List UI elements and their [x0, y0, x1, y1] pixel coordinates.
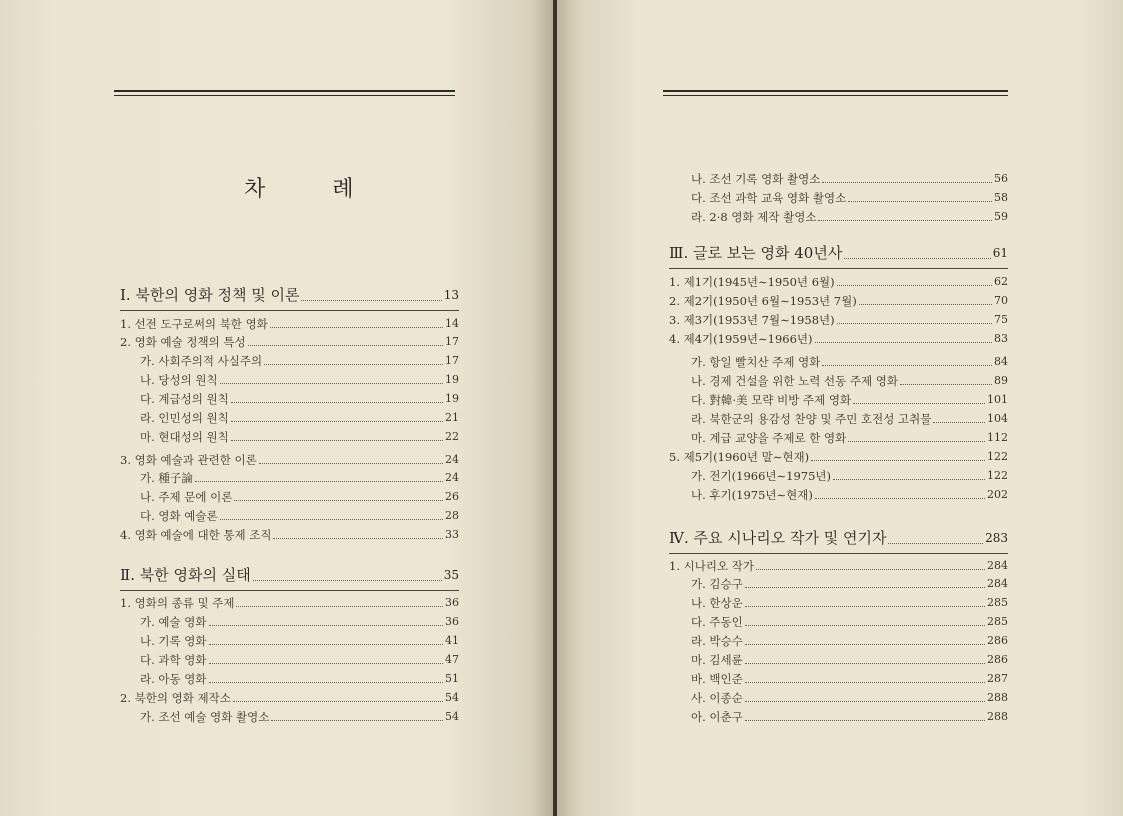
toc-entry: [691, 653, 1008, 667]
dot-leader: [815, 341, 992, 343]
toc-entry-label: 1. 선전 도구로써의 북한 영화: [120, 317, 268, 331]
toc-entry: [140, 430, 459, 444]
toc-entry-label: 다. 영화 예술론: [140, 509, 218, 523]
toc-entry: [140, 653, 459, 667]
toc-page-number: 75: [994, 313, 1008, 326]
toc-entry-label: 바. 백인준: [691, 672, 743, 686]
toc-page-number: 286: [987, 634, 1008, 647]
header-rule: [663, 90, 1008, 96]
toc-page-number: 285: [987, 596, 1008, 609]
toc-part-heading: [120, 566, 459, 584]
toc-entry-label: Ⅳ. 주요 시나리오 작가 및 연기자: [669, 529, 887, 547]
toc-entry: [691, 691, 1008, 705]
dot-leader: [233, 700, 443, 702]
toc-page-number: 35: [443, 568, 459, 582]
toc-entry-label: 마. 계급 교양을 주제로 한 영화: [691, 431, 847, 445]
toc-page-number: 59: [994, 210, 1008, 223]
toc-page-number: 202: [987, 488, 1008, 501]
header-rule: [114, 90, 455, 96]
toc-page-number: 19: [445, 392, 459, 405]
toc-entry-label: 나. 후기(1975년∼현재): [691, 488, 813, 502]
dot-leader: [209, 662, 443, 664]
toc-entry-label: 나. 기록 영화: [140, 634, 207, 648]
dot-leader: [900, 383, 992, 385]
toc-page-number: 19: [445, 373, 459, 386]
toc-entry-label: 다. 과학 영화: [140, 653, 207, 667]
toc-entry: [140, 411, 459, 425]
dot-leader: [756, 568, 985, 570]
toc-entry: [140, 490, 459, 504]
part-underline: [669, 553, 1008, 554]
toc-entry: [691, 393, 1008, 407]
dot-leader: [745, 624, 985, 626]
toc-entry-label: 다. 對韓·美 모략 비방 주제 영화: [691, 393, 852, 407]
dot-leader: [273, 537, 443, 539]
toc-page-number: 122: [987, 450, 1008, 463]
toc-entry: [691, 488, 1008, 502]
dot-leader: [259, 462, 443, 464]
dot-leader: [231, 439, 443, 441]
toc-part-heading: [669, 244, 1008, 262]
dot-leader: [837, 284, 992, 286]
dot-leader: [815, 497, 985, 499]
toc-entry: [691, 672, 1008, 686]
toc-page-number: 47: [445, 653, 459, 666]
toc-entry-label: 2. 북한의 영화 제작소: [120, 691, 231, 705]
toc-entry-label: Ⅲ. 글로 보는 영화 40년사: [669, 244, 843, 262]
toc-page-number: 112: [987, 431, 1008, 444]
toc-entry: [691, 615, 1008, 629]
dot-leader: [853, 402, 985, 404]
toc-entry: [669, 332, 1008, 346]
toc-page-number: 287: [987, 672, 1008, 685]
toc-entry: [669, 294, 1008, 308]
toc-entry-label: 1. 영화의 종류 및 주제: [120, 596, 235, 610]
toc-entry-label: 아. 이춘구: [691, 710, 743, 724]
dot-leader: [745, 700, 985, 702]
dot-leader: [236, 605, 443, 607]
toc-entry-label: 가. 種子論: [140, 471, 193, 485]
dot-leader: [271, 719, 443, 721]
toc-page-number: 51: [445, 672, 459, 685]
toc-entry-label: 나. 조선 기록 영화 촬영소: [691, 172, 821, 186]
toc-entry: [691, 412, 1008, 426]
toc-page-number: 122: [987, 469, 1008, 482]
toc-entry-label: 2. 영화 예술 정책의 특성: [120, 335, 246, 349]
toc-page-number: 101: [987, 393, 1008, 406]
toc-entry-label: 라. 박승수: [691, 634, 743, 648]
dot-leader: [234, 499, 443, 501]
toc-entry-label: Ⅱ. 북한 영화의 실태: [120, 566, 251, 584]
toc-entry: [691, 374, 1008, 388]
toc-entry: [669, 559, 1008, 573]
toc-page-number: 284: [987, 559, 1008, 572]
toc-page-number: 28: [445, 509, 459, 522]
toc-entry-label: 나. 경제 건설을 위한 노력 선동 주제 영화: [691, 374, 898, 388]
toc-page-number: 22: [445, 430, 459, 443]
dot-leader: [837, 322, 992, 324]
toc-entry: [691, 210, 1008, 224]
dot-leader: [264, 363, 443, 365]
toc-entry: [140, 615, 459, 629]
toc-entry: [120, 528, 459, 542]
toc-entry-label: 다. 주동인: [691, 615, 743, 629]
toc-entry-label: 가. 사회주의적 사실주의: [140, 354, 263, 368]
toc-entry-label: 라. 인민성의 원칙: [140, 411, 229, 425]
dot-leader: [745, 643, 985, 645]
dot-leader: [220, 382, 443, 384]
right-page: [557, 0, 1123, 816]
toc-page-number: 286: [987, 653, 1008, 666]
toc-page-number: 24: [445, 453, 459, 466]
toc-entry-label: 다. 계급성의 원칙: [140, 392, 229, 406]
toc-entry: [669, 450, 1008, 464]
toc-entry-label: 라. 북한군의 용감성 찬양 및 주민 호전성 고취물: [691, 412, 932, 426]
dot-leader: [848, 440, 985, 442]
toc-page-number: 13: [443, 288, 459, 302]
toc-page-number: 288: [987, 710, 1008, 723]
toc-entry: [669, 275, 1008, 289]
toc-page-number: 36: [445, 615, 459, 628]
dot-leader: [209, 681, 443, 683]
toc-entry: [691, 431, 1008, 445]
toc-entry: [140, 354, 459, 368]
toc-page-number: 70: [994, 294, 1008, 307]
toc-page-number: 285: [987, 615, 1008, 628]
toc-entry-label: 1. 시나리오 작가: [669, 559, 754, 573]
toc-entry-label: 가. 김승구: [691, 577, 743, 591]
toc-entry-label: 4. 영화 예술에 대한 통제 조직: [120, 528, 272, 542]
dot-leader: [220, 518, 443, 520]
toc-entry-label: 가. 전기(1966년∼1975년): [691, 469, 831, 483]
toc-entry-label: 5. 제5기(1960년 말∼현재): [669, 450, 810, 464]
page-title: 차 례: [244, 177, 384, 202]
toc-page-number: 14: [445, 317, 459, 330]
part-underline: [669, 268, 1008, 269]
toc-part-heading: [669, 529, 1008, 547]
toc-page-number: 283: [985, 531, 1008, 545]
part-underline: [120, 590, 459, 591]
toc-entry-label: 나. 주제 문에 이론: [140, 490, 233, 504]
toc-entry: [140, 710, 459, 724]
dot-leader: [301, 299, 441, 301]
dot-leader: [209, 643, 443, 645]
toc-page-number: 17: [445, 335, 459, 348]
dot-leader: [231, 401, 443, 403]
toc-page-number: 54: [445, 710, 459, 723]
toc-page-number: 33: [445, 528, 459, 541]
toc-entry: [140, 509, 459, 523]
toc-entry-label: 3. 제3기(1953년 7월∼1958년): [669, 313, 835, 327]
toc-page-number: 62: [994, 275, 1008, 288]
dot-leader: [811, 459, 985, 461]
toc-entry: [691, 596, 1008, 610]
toc-page-number: 36: [445, 596, 459, 609]
part-underline: [120, 310, 459, 311]
toc-entry: [140, 634, 459, 648]
toc-entry-label: 나. 당성의 원칙: [140, 373, 218, 387]
toc-page-number: 21: [445, 411, 459, 424]
toc-entry-label: 마. 김세륜: [691, 653, 743, 667]
toc-entry: [691, 191, 1008, 205]
toc-entry: [120, 453, 459, 467]
toc-entry: [140, 471, 459, 485]
toc-entry-label: 사. 이종순: [691, 691, 743, 705]
toc-page-number: 41: [445, 634, 459, 647]
toc-entry-label: 2. 제2기(1950년 6월∼1953년 7월): [669, 294, 857, 308]
dot-leader: [888, 542, 983, 544]
toc-page-number: 83: [994, 332, 1008, 345]
dot-leader: [859, 303, 992, 305]
toc-part-heading: [120, 286, 459, 304]
dot-leader: [745, 681, 985, 683]
toc-entry: [120, 317, 459, 331]
toc-page-number: 24: [445, 471, 459, 484]
toc-entry-label: 3. 영화 예술과 관련한 이론: [120, 453, 257, 467]
dot-leader: [745, 586, 985, 588]
dot-leader: [248, 344, 443, 346]
dot-leader: [745, 605, 985, 607]
dot-leader: [933, 421, 985, 423]
toc-page-number: 54: [445, 691, 459, 704]
toc-entry-label: 나. 한상운: [691, 596, 743, 610]
dot-leader: [833, 478, 985, 480]
toc-page-number: 89: [994, 374, 1008, 387]
left-page: [0, 0, 553, 816]
toc-page-number: 284: [987, 577, 1008, 590]
toc-entry-label: 가. 예술 영화: [140, 615, 207, 629]
toc-page-number: 61: [992, 246, 1008, 260]
toc-entry: [691, 355, 1008, 369]
toc-page-number: 288: [987, 691, 1008, 704]
toc-entry: [691, 710, 1008, 724]
toc-entry-label: 다. 조선 과학 교육 영화 촬영소: [691, 191, 847, 205]
toc-entry-label: 4. 제4기(1959년∼1966년): [669, 332, 813, 346]
dot-leader: [231, 420, 443, 422]
toc-entry-label: Ⅰ. 북한의 영화 정책 및 이론: [120, 286, 300, 304]
toc-entry: [691, 634, 1008, 648]
toc-entry: [691, 469, 1008, 483]
dot-leader: [270, 326, 443, 328]
toc-entry-label: 가. 조선 예술 영화 촬영소: [140, 710, 270, 724]
toc-entry: [140, 373, 459, 387]
toc-entry: [140, 672, 459, 686]
toc-entry: [120, 335, 459, 349]
toc-entry: [120, 691, 459, 705]
dot-leader: [822, 364, 992, 366]
dot-leader: [745, 662, 985, 664]
dot-leader: [209, 624, 443, 626]
dot-leader: [822, 181, 992, 183]
dot-leader: [253, 579, 442, 581]
dot-leader: [844, 257, 990, 259]
toc-entry: [140, 392, 459, 406]
toc-page-number: 104: [987, 412, 1008, 425]
toc-entry-label: 마. 현대성의 원칙: [140, 430, 229, 444]
toc-entry: [691, 172, 1008, 186]
toc-entry-label: 가. 항일 빨치산 주제 영화: [691, 355, 821, 369]
toc-page-number: 56: [994, 172, 1008, 185]
dot-leader: [195, 480, 443, 482]
toc-page-number: 58: [994, 191, 1008, 204]
toc-entry-label: 1. 제1기(1945년∼1950년 6월): [669, 275, 835, 289]
dot-leader: [745, 719, 985, 721]
toc-page-number: 26: [445, 490, 459, 503]
toc-entry: [691, 577, 1008, 591]
toc-entry: [120, 596, 459, 610]
toc-entry-label: 라. 2·8 영화 제작 촬영소: [691, 210, 817, 224]
toc-entry-label: 라. 아동 영화: [140, 672, 207, 686]
toc-page-number: 84: [994, 355, 1008, 368]
toc-entry: [669, 313, 1008, 327]
dot-leader: [818, 219, 992, 221]
dot-leader: [848, 200, 992, 202]
toc-page-number: 17: [445, 354, 459, 367]
